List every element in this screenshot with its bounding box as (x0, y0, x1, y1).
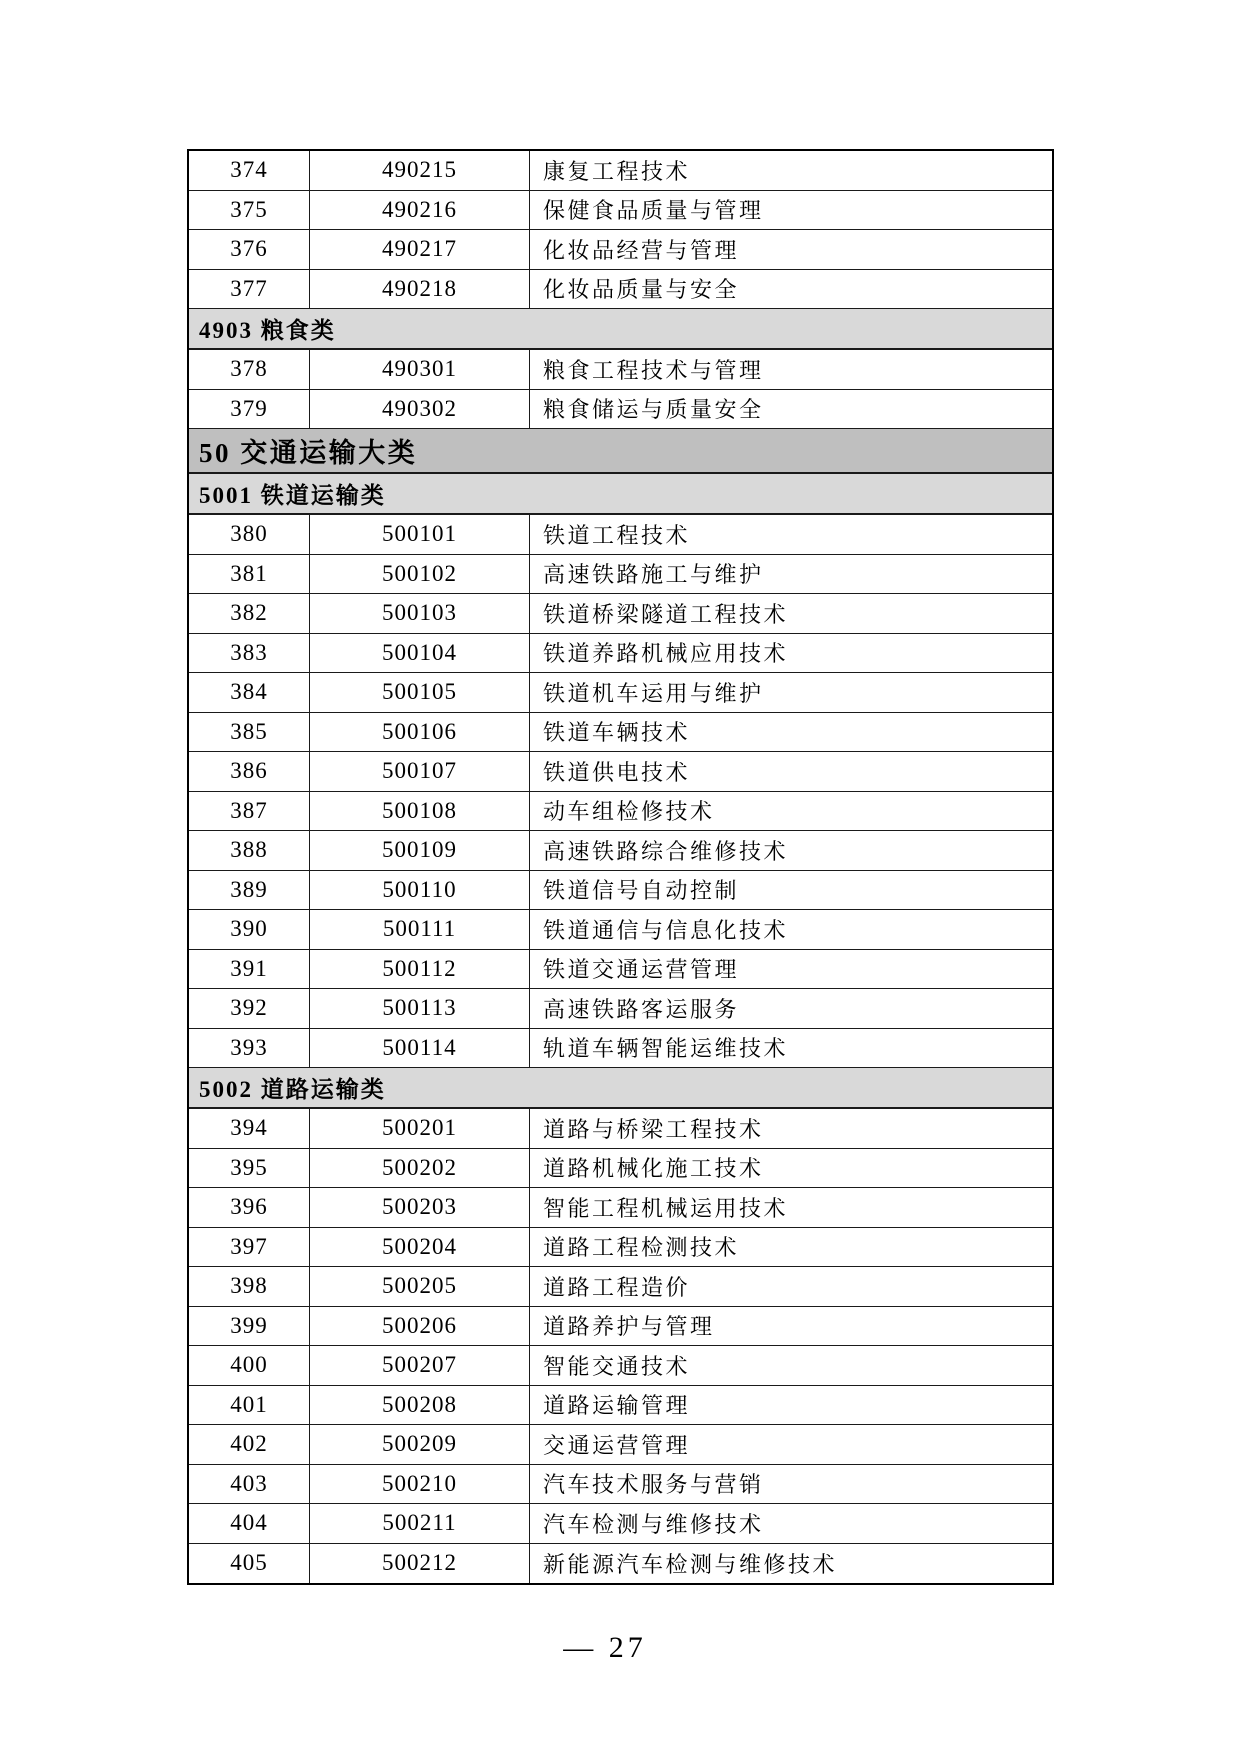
code-cell: 500110 (310, 871, 530, 910)
table-row (189, 792, 1052, 832)
table-row (189, 515, 1052, 555)
table-row (189, 151, 1052, 191)
major-name-cell: 高速铁路客运服务 (543, 996, 740, 1022)
code-cell: 500204 (310, 1228, 530, 1267)
seq-cell: 394 (189, 1109, 310, 1148)
seq-cell: 384 (189, 673, 310, 712)
code-cell: 490218 (310, 270, 530, 309)
major-name-cell: 道路机械化施工技术 (543, 1156, 764, 1182)
major-section-header-row (189, 429, 1052, 474)
seq-cell: 392 (189, 989, 310, 1028)
seq-cell: 390 (189, 910, 310, 949)
major-name-cell: 铁道供电技术 (543, 759, 691, 785)
code-cell: 500102 (310, 555, 530, 594)
code-cell: 500205 (310, 1267, 530, 1306)
major-name-cell: 智能交通技术 (543, 1353, 691, 1379)
code-cell: 500106 (310, 713, 530, 752)
section-header-row (189, 309, 1052, 350)
seq-cell: 391 (189, 950, 310, 989)
table-row (189, 1149, 1052, 1189)
seq-cell: 383 (189, 634, 310, 673)
table-row (189, 1228, 1052, 1268)
code-cell: 500105 (310, 673, 530, 712)
major-name-cell: 汽车技术服务与营销 (543, 1472, 764, 1498)
code-cell: 490216 (310, 191, 530, 230)
table-row (189, 1544, 1052, 1584)
major-name-cell: 道路与桥梁工程技术 (543, 1116, 764, 1142)
table-row (189, 910, 1052, 950)
seq-cell: 396 (189, 1188, 310, 1227)
table-row (189, 871, 1052, 911)
table-row (189, 1425, 1052, 1465)
section-header-row (189, 1068, 1052, 1109)
code-cell: 500111 (310, 910, 530, 949)
table-row (189, 673, 1052, 713)
table-row (189, 1307, 1052, 1347)
major-name-cell: 动车组检修技术 (543, 799, 715, 825)
seq-cell: 378 (189, 350, 310, 389)
table-row (189, 752, 1052, 792)
seq-cell: 385 (189, 713, 310, 752)
major-name-cell: 铁道工程技术 (543, 522, 691, 548)
seq-cell: 398 (189, 1267, 310, 1306)
table-row (189, 230, 1052, 270)
major-name-cell: 铁道桥梁隧道工程技术 (543, 601, 789, 627)
seq-cell: 382 (189, 594, 310, 633)
table-row (189, 1267, 1052, 1307)
code-cell: 490301 (310, 350, 530, 389)
major-name-cell: 轨道车辆智能运维技术 (543, 1036, 789, 1062)
section-header-row (189, 474, 1052, 515)
table-row (189, 390, 1052, 430)
seq-cell: 379 (189, 390, 310, 429)
major-name-cell: 化妆品经营与管理 (543, 237, 740, 263)
seq-cell: 389 (189, 871, 310, 910)
code-cell: 500211 (310, 1504, 530, 1543)
seq-cell: 377 (189, 270, 310, 309)
table-row (189, 950, 1052, 990)
major-name-cell: 汽车检测与维修技术 (543, 1511, 764, 1537)
code-cell: 500108 (310, 792, 530, 831)
code-cell: 500109 (310, 831, 530, 870)
major-name-cell: 高速铁路综合维修技术 (543, 838, 789, 864)
major-name-cell: 铁道车辆技术 (543, 720, 691, 746)
major-name-cell: 铁道养路机械应用技术 (543, 641, 789, 667)
table-row (189, 831, 1052, 871)
table-row (189, 989, 1052, 1029)
table-row (189, 634, 1052, 674)
seq-cell: 402 (189, 1425, 310, 1464)
code-cell: 500212 (310, 1544, 530, 1584)
seq-cell: 386 (189, 752, 310, 791)
seq-cell: 374 (189, 151, 310, 190)
seq-cell: 387 (189, 792, 310, 831)
table-row (189, 1346, 1052, 1386)
code-cell: 500104 (310, 634, 530, 673)
major-section-header-label: 50 交通运输大类 (199, 438, 418, 468)
table-row (189, 1029, 1052, 1069)
code-cell: 500113 (310, 989, 530, 1028)
table-row (189, 555, 1052, 595)
seq-cell: 375 (189, 191, 310, 230)
code-cell: 500210 (310, 1465, 530, 1504)
table-row (189, 191, 1052, 231)
major-codes-table (187, 149, 1054, 1585)
seq-cell: 381 (189, 555, 310, 594)
code-cell: 500207 (310, 1346, 530, 1385)
major-name-cell: 道路工程检测技术 (543, 1235, 740, 1261)
code-cell: 500209 (310, 1425, 530, 1464)
major-name-cell: 新能源汽车检测与维修技术 (543, 1551, 838, 1577)
code-cell: 490302 (310, 390, 530, 429)
major-name-cell: 高速铁路施工与维护 (543, 562, 764, 588)
code-cell: 490217 (310, 230, 530, 269)
table-row (189, 1386, 1052, 1426)
code-cell: 500206 (310, 1307, 530, 1346)
seq-cell: 380 (189, 515, 310, 554)
major-name-cell: 化妆品质量与安全 (543, 277, 740, 303)
table-row (189, 1109, 1052, 1149)
table-row (189, 1188, 1052, 1228)
table-row (189, 1504, 1052, 1544)
seq-cell: 397 (189, 1228, 310, 1267)
code-cell: 500203 (310, 1188, 530, 1227)
table-row (189, 594, 1052, 634)
page-number: — 27 (563, 1631, 647, 1664)
major-name-cell: 保健食品质量与管理 (543, 198, 764, 224)
code-cell: 500112 (310, 950, 530, 989)
major-name-cell: 铁道信号自动控制 (543, 878, 740, 904)
table-row (189, 350, 1052, 390)
seq-cell: 400 (189, 1346, 310, 1385)
major-name-cell: 道路养护与管理 (543, 1314, 715, 1340)
major-name-cell: 铁道通信与信息化技术 (543, 917, 789, 943)
seq-cell: 401 (189, 1386, 310, 1425)
major-name-cell: 道路运输管理 (543, 1393, 691, 1419)
code-cell: 500208 (310, 1386, 530, 1425)
code-cell: 500201 (310, 1109, 530, 1148)
major-name-cell: 铁道机车运用与维护 (543, 680, 764, 706)
seq-cell: 388 (189, 831, 310, 870)
table-row (189, 713, 1052, 753)
seq-cell: 405 (189, 1544, 310, 1584)
table-row (189, 1465, 1052, 1505)
major-name-cell: 康复工程技术 (543, 158, 691, 184)
major-name-cell: 粮食储运与质量安全 (543, 397, 764, 423)
seq-cell: 395 (189, 1149, 310, 1188)
code-cell: 500101 (310, 515, 530, 554)
code-cell: 500114 (310, 1029, 530, 1068)
section-header-label: 5001 铁道运输类 (199, 483, 386, 508)
major-name-cell: 粮食工程技术与管理 (543, 357, 764, 383)
seq-cell: 404 (189, 1504, 310, 1543)
major-name-cell: 智能工程机械运用技术 (543, 1195, 789, 1221)
table-row (189, 270, 1052, 310)
code-cell: 490215 (310, 151, 530, 190)
major-name-cell: 道路工程造价 (543, 1274, 691, 1300)
code-cell: 500103 (310, 594, 530, 633)
major-name-cell: 铁道交通运营管理 (543, 957, 740, 983)
major-name-cell: 交通运营管理 (543, 1432, 691, 1458)
seq-cell: 399 (189, 1307, 310, 1346)
section-header-label: 4903 粮食类 (199, 318, 336, 343)
section-header-label: 5002 道路运输类 (199, 1077, 386, 1102)
seq-cell: 393 (189, 1029, 310, 1068)
seq-cell: 376 (189, 230, 310, 269)
seq-cell: 403 (189, 1465, 310, 1504)
code-cell: 500107 (310, 752, 530, 791)
code-cell: 500202 (310, 1149, 530, 1188)
